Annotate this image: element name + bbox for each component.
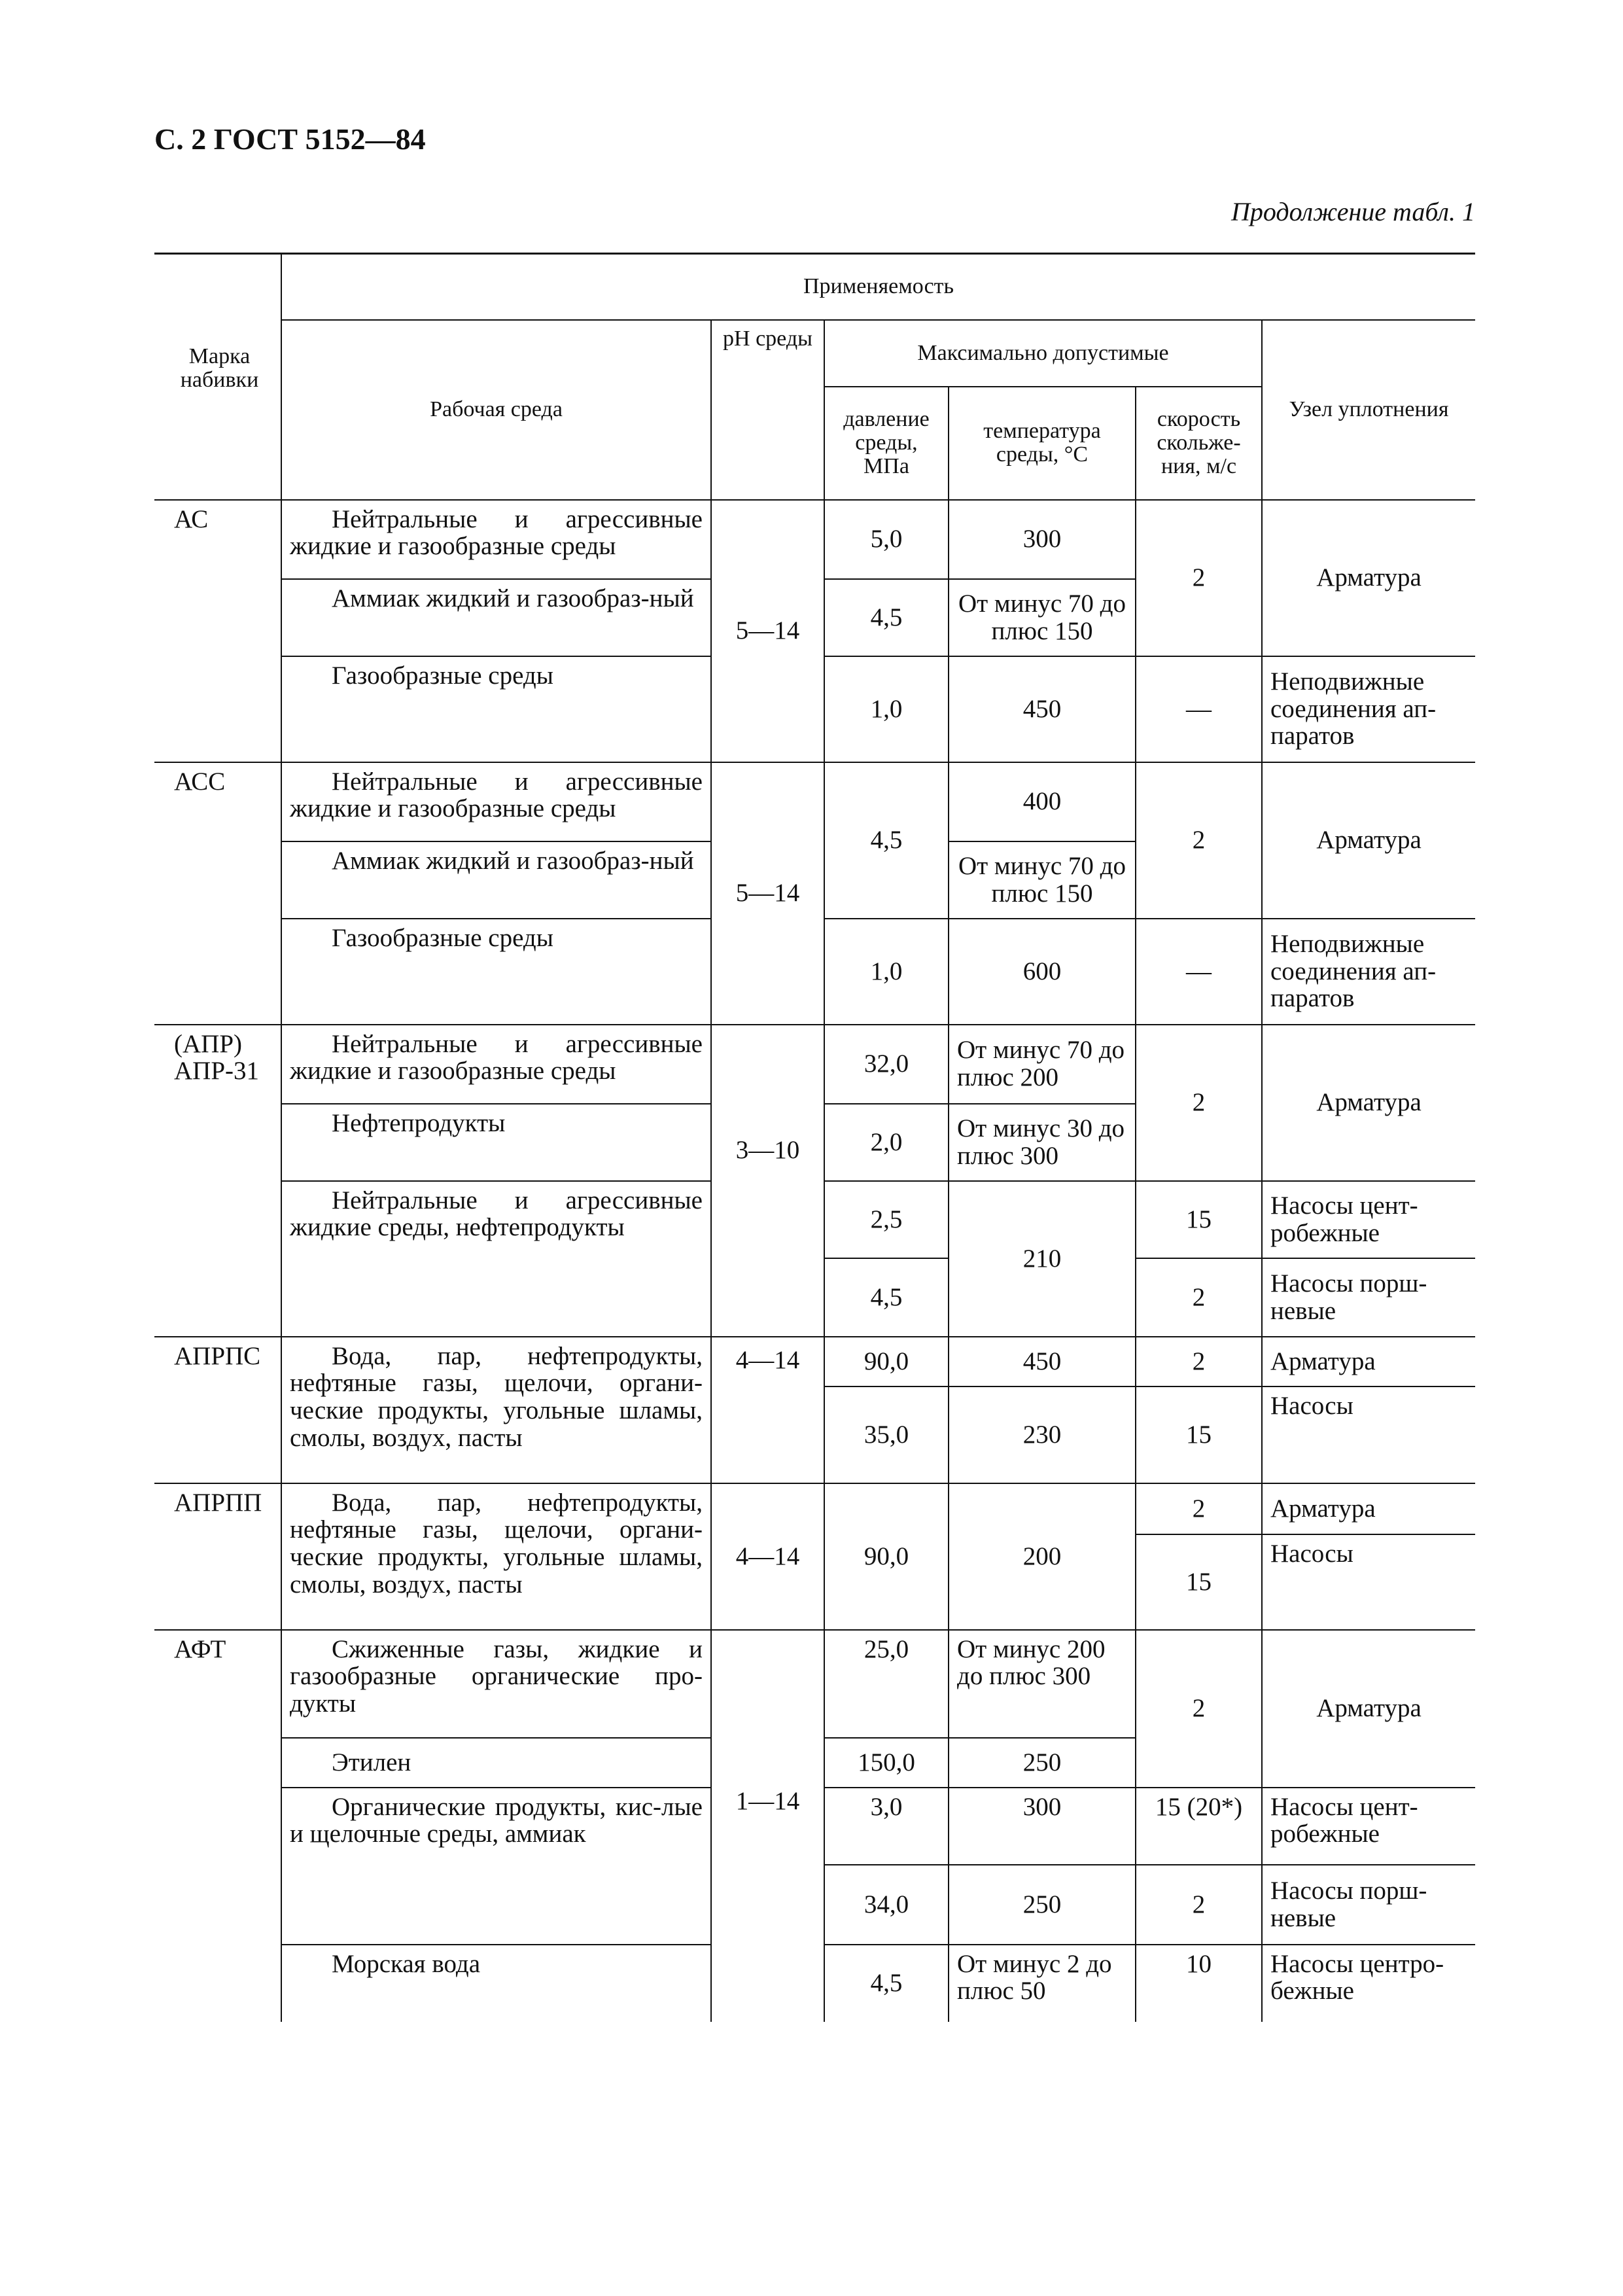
ph-cell: 4—14 xyxy=(711,1483,824,1630)
ph-cell: 3—10 xyxy=(711,1025,824,1337)
pressure-cell: 3,0 xyxy=(824,1788,949,1865)
mark-cell: АФТ xyxy=(154,1630,281,2022)
speed-cell: 2 xyxy=(1136,1865,1262,1945)
mark-cell: АПРПП xyxy=(154,1483,281,1630)
speed-cell: 15 xyxy=(1136,1181,1262,1258)
speed-cell: 15 xyxy=(1136,1386,1262,1483)
medium-cell: Вода, пар, нефтепродукты, нефтяные газы, щелочи, органи-ческие продукты, угольные шламы, смолы, воздух, пасты xyxy=(281,1337,711,1483)
pressure-cell: 2,0 xyxy=(824,1104,949,1181)
mark-cell: (АПР) АПР-31 xyxy=(154,1025,281,1337)
pressure-cell: 1,0 xyxy=(824,656,949,762)
pressure-cell: 90,0 xyxy=(824,1483,949,1630)
pressure-cell: 35,0 xyxy=(824,1386,949,1483)
pressure-cell: 150,0 xyxy=(824,1738,949,1788)
col-pressure: давление среды, МПа xyxy=(824,387,949,500)
speed-cell: 10 xyxy=(1136,1945,1262,2022)
unit-cell: Арматура xyxy=(1262,500,1475,656)
unit-cell: Неподвижные соединения ап-паратов xyxy=(1262,919,1475,1025)
medium-cell: Газообразные среды xyxy=(281,919,711,1025)
table-row xyxy=(154,1483,1475,1534)
unit-cell: Насосы центро-бежные xyxy=(1262,1945,1475,2022)
temperature-cell: 200 xyxy=(949,1483,1136,1630)
unit-cell: Насосы цент-робежные xyxy=(1262,1181,1475,1258)
col-ph: pH среды xyxy=(711,320,824,500)
unit-cell: Насосы xyxy=(1262,1386,1475,1483)
medium-cell: Органические продукты, кис-лые и щелочные среды, аммиак xyxy=(281,1788,711,1945)
speed-cell: 2 xyxy=(1136,1337,1262,1386)
unit-cell: Арматура xyxy=(1262,1630,1475,1788)
table-row xyxy=(154,762,1475,841)
ph-cell: 5—14 xyxy=(711,500,824,762)
temperature-cell: От минус 70 до плюс 200 xyxy=(949,1025,1136,1104)
spec-table xyxy=(154,253,1475,2022)
speed-cell: 2 xyxy=(1136,762,1262,919)
medium-cell: Сжиженные газы, жидкие и газообразные органические про-дукты xyxy=(281,1630,711,1738)
unit-cell: Арматура xyxy=(1262,1025,1475,1181)
pressure-cell: 4,5 xyxy=(824,762,949,919)
medium-cell: Аммиак жидкий и газообраз-ный xyxy=(281,841,711,919)
speed-cell: 2 xyxy=(1136,1630,1262,1788)
unit-cell: Насосы xyxy=(1262,1534,1475,1630)
mark-cell: АСС xyxy=(154,762,281,1025)
col-speed: скорость скольже-ния, м/с xyxy=(1136,387,1262,500)
temperature-cell: 300 xyxy=(949,500,1136,579)
medium-cell: Нефтепродукты xyxy=(281,1104,711,1181)
medium-cell: Нейтральные и агрессивные жидкие среды, нефтепродукты xyxy=(281,1181,711,1337)
col-temperature: температура среды, °C xyxy=(949,387,1136,500)
medium-cell: Нейтральные и агрессивные жидкие и газообразные среды xyxy=(281,500,711,579)
temperature-cell: 300 xyxy=(949,1788,1136,1865)
unit-cell: Насосы порш-невые xyxy=(1262,1258,1475,1337)
pressure-cell: 4,5 xyxy=(824,579,949,656)
speed-cell: 2 xyxy=(1136,1483,1262,1534)
pressure-cell: 90,0 xyxy=(824,1337,949,1386)
temperature-cell: От минус 2 до плюс 50 xyxy=(949,1945,1136,2022)
table-row xyxy=(154,1025,1475,1104)
speed-cell: — xyxy=(1136,656,1262,762)
medium-cell: Аммиак жидкий и газообраз-ный xyxy=(281,579,711,656)
table-row xyxy=(154,500,1475,579)
page-header: С. 2 ГОСТ 5152—84 xyxy=(154,122,426,156)
col-unit: Узел уплотнения xyxy=(1262,320,1475,500)
medium-cell: Нейтральные и агрессивные жидкие и газообразные среды xyxy=(281,1025,711,1104)
col-max: Максимально допустимые xyxy=(824,320,1262,387)
pressure-cell: 4,5 xyxy=(824,1945,949,2022)
unit-cell: Насосы порш-невые xyxy=(1262,1865,1475,1945)
spec-table-wrapper xyxy=(154,253,1475,2022)
medium-cell: Вода, пар, нефтепродукты, нефтяные газы, щелочи, органи-ческие продукты, угольные шламы, смолы, воздух, пасты xyxy=(281,1483,711,1630)
pressure-cell: 32,0 xyxy=(824,1025,949,1104)
temperature-cell: От минус 200 до плюс 300 xyxy=(949,1630,1136,1738)
mark-cell: АПРПС xyxy=(154,1337,281,1483)
medium-cell: Этилен xyxy=(281,1738,711,1788)
speed-cell: 2 xyxy=(1136,500,1262,656)
temperature-cell: 250 xyxy=(949,1738,1136,1788)
unit-cell: Арматура xyxy=(1262,1337,1475,1386)
temperature-cell: 450 xyxy=(949,1337,1136,1386)
col-mark: Марка набивки xyxy=(154,254,281,500)
ph-cell: 5—14 xyxy=(711,762,824,1025)
speed-cell: 2 xyxy=(1136,1258,1262,1337)
medium-cell: Газообразные среды xyxy=(281,656,711,762)
temperature-cell: 250 xyxy=(949,1865,1136,1945)
speed-cell: 2 xyxy=(1136,1025,1262,1181)
temperature-cell: 600 xyxy=(949,919,1136,1025)
unit-cell: Арматура xyxy=(1262,762,1475,919)
temperature-cell: 400 xyxy=(949,762,1136,841)
col-applicability: Применяемость xyxy=(281,254,1475,320)
temperature-cell: От минус 70 до плюс 150 xyxy=(949,579,1136,656)
medium-cell: Нейтральные и агрессивные жидкие и газообразные среды xyxy=(281,762,711,841)
speed-cell: 15 (20*) xyxy=(1136,1788,1262,1865)
pressure-cell: 4,5 xyxy=(824,1258,949,1337)
unit-cell: Неподвижные соединения ап-паратов xyxy=(1262,656,1475,762)
mark-cell: АС xyxy=(154,500,281,762)
unit-cell: Арматура xyxy=(1262,1483,1475,1534)
ph-cell: 1—14 xyxy=(711,1630,824,2022)
col-medium: Рабочая среда xyxy=(281,320,711,500)
speed-cell: 15 xyxy=(1136,1534,1262,1630)
pressure-cell: 5,0 xyxy=(824,500,949,579)
temperature-cell: 230 xyxy=(949,1386,1136,1483)
temperature-cell: От минус 30 до плюс 300 xyxy=(949,1104,1136,1181)
pressure-cell: 2,5 xyxy=(824,1181,949,1258)
table-row xyxy=(154,1630,1475,1738)
medium-cell: Морская вода xyxy=(281,1945,711,2022)
speed-cell: — xyxy=(1136,919,1262,1025)
table-caption: Продолжение табл. 1 xyxy=(1230,197,1475,226)
temperature-cell: 210 xyxy=(949,1181,1136,1337)
temperature-cell: 450 xyxy=(949,656,1136,762)
temperature-cell: От минус 70 до плюс 150 xyxy=(949,841,1136,919)
ph-cell: 4—14 xyxy=(711,1337,824,1483)
pressure-cell: 25,0 xyxy=(824,1630,949,1738)
pressure-cell: 1,0 xyxy=(824,919,949,1025)
pressure-cell: 34,0 xyxy=(824,1865,949,1945)
table-row xyxy=(154,1337,1475,1386)
unit-cell: Насосы цент-робежные xyxy=(1262,1788,1475,1865)
